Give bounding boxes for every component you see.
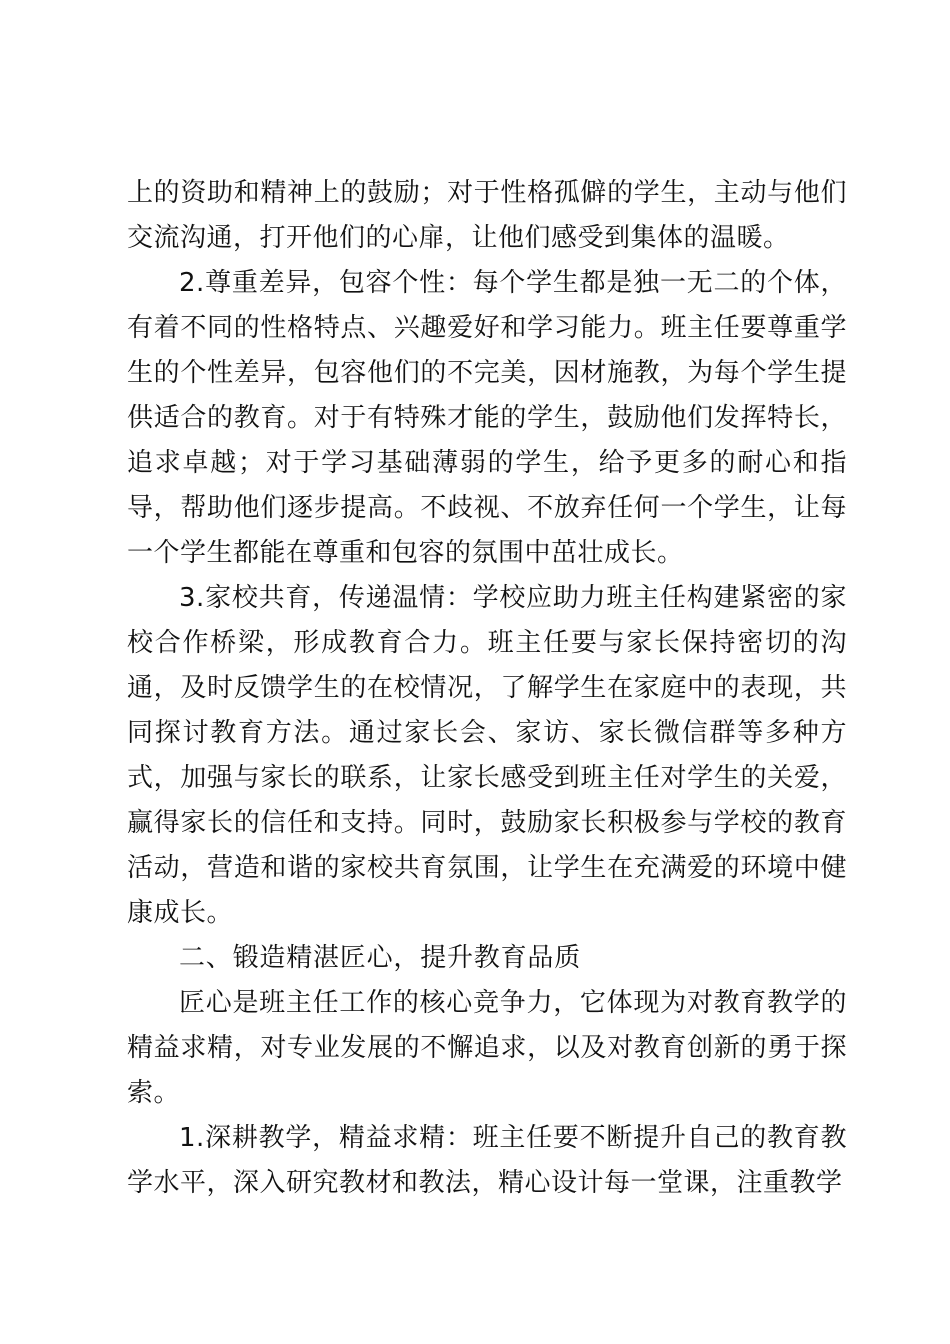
section-heading: 二、锻造精湛匠心，提升教育品质 bbox=[179, 943, 582, 973]
body-paragraph-craftsmanship: 匠心是班主任工作的核心竞争力，它体现为对教育教学的精益求精，对专业发展的不懈追求，以及对教育创新的勇于探索。 bbox=[127, 988, 847, 1108]
body-paragraph-continuation: 上的资助和精神上的鼓励；对于性格孤僻的学生，主动与他们交流沟通，打开他们的心扉，让他们感受到集体的温暖。 bbox=[127, 178, 847, 253]
body-paragraph-teaching: 1.深耕教学，精益求精：班主任要不断提升自己的教育教学水平，深入研究教材和教法，精心设计每一堂课，注重教学 bbox=[127, 1123, 847, 1198]
body-paragraph-respect-differences: 2.尊重差异，包容个性：每个学生都是独一无二的个体，有着不同的性格特点、兴趣爱好和学习能力。班主任要尊重学生的个性差异，包容他们的不完美，因材施教，为每个学生提供适合的教育。对于有特殊才能的学生，鼓励他们发挥特长，追求卓越；对于学习基础薄弱的学生，给予更多的耐心和指导，帮助他们逐步提高。不歧视、不放弃任何一个学生，让每一个学生都能在尊重和包容的氛围中茁壮成长。 bbox=[127, 268, 847, 568]
body-paragraph-home-school: 3.家校共育，传递温情：学校应助力班主任构建紧密的家校合作桥梁，形成教育合力。班主任要与家长保持密切的沟通，及时反馈学生的在校情况，了解学生在家庭中的表现，共同探讨教育方法。通过家长会、家访、家长微信群等多种方式，加强与家长的联系，让家长感受到班主任对学生的关爱，赢得家长的信任和支持。同时，鼓励家长积极参与学校的教育活动，营造和谐的家校共育氛围，让学生在充满爱的环境中健康成长。 bbox=[127, 583, 847, 928]
document-page bbox=[127, 171, 847, 1206]
